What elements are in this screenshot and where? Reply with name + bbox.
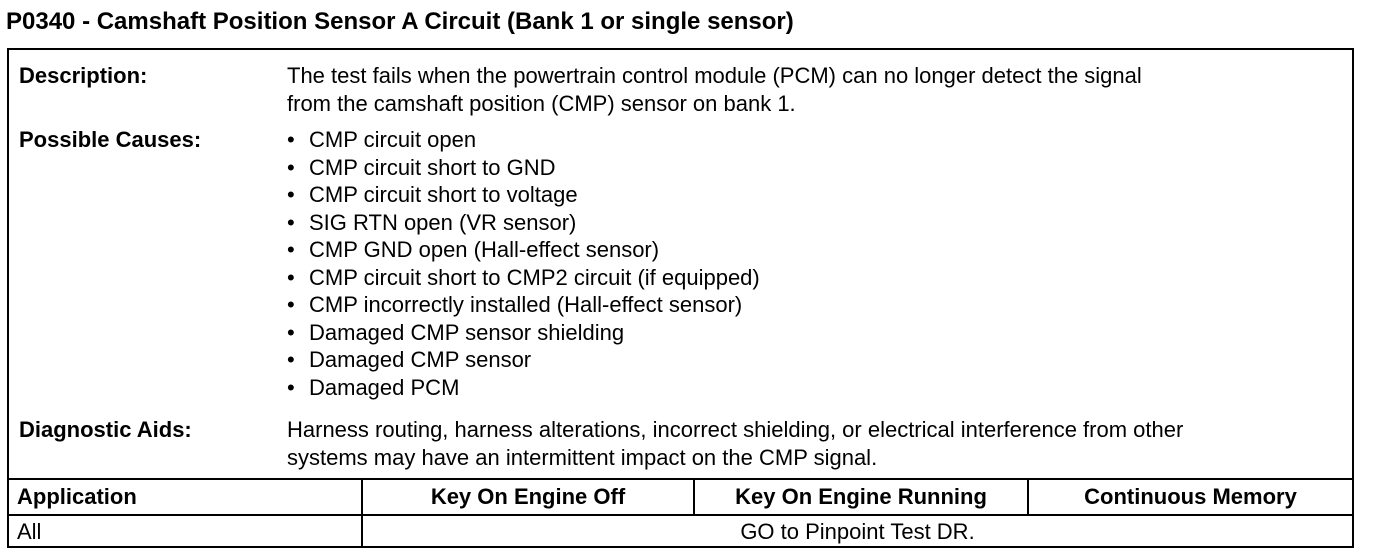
bullet-icon: •: [287, 154, 295, 180]
cause-item: [287, 209, 1332, 237]
dtc-details: [9, 50, 1352, 478]
bullet-icon: •: [287, 347, 295, 372]
cause-text: Damaged CMP sensor: [309, 347, 532, 372]
cause-item: [287, 264, 1332, 292]
description-line: The test fails when the powertrain control module (PCM) can no longer detect the signal: [287, 63, 1142, 88]
column-divider: [693, 480, 695, 514]
cause-item: [287, 126, 1332, 154]
bullet-icon: •: [287, 319, 295, 345]
possible-causes-label: Possible Causes:: [19, 127, 202, 152]
cause-text: CMP circuit short to voltage: [309, 182, 578, 207]
pinpoint-test-cell: GO to Pinpoint Test DR.: [740, 519, 975, 544]
possible-causes-list: [287, 126, 1332, 401]
bullet-icon: •: [287, 374, 295, 400]
cause-text: CMP circuit short to GND: [309, 154, 556, 180]
column-header-application: Application: [17, 484, 137, 509]
column-header-key-on-engine-running: Key On Engine Running: [735, 484, 987, 509]
bullet-icon: •: [287, 127, 295, 152]
bullet-icon: •: [287, 264, 295, 290]
column-divider: [361, 480, 363, 546]
diagnostic-aids-label: Diagnostic Aids:: [19, 417, 192, 442]
column-divider: [1027, 480, 1029, 514]
diagnostic-aids-line: systems may have an intermittent impact on the CMP signal.: [287, 444, 878, 470]
cause-item: [287, 236, 1332, 264]
cause-item: [287, 181, 1332, 209]
cause-text: Damaged CMP sensor shielding: [309, 319, 625, 345]
cause-text: Damaged PCM: [309, 374, 460, 400]
cause-text: SIG RTN open (VR sensor): [309, 209, 577, 235]
description-line: from the camshaft position (CMP) sensor on bank 1.: [287, 90, 796, 116]
description-text: [287, 62, 1332, 117]
cause-item: [287, 154, 1332, 182]
cause-text: CMP circuit short to CMP2 circuit (if equipped): [309, 264, 760, 290]
dtc-info-box: [7, 48, 1354, 548]
diagnostic-aids-line: Harness routing, harness alterations, incorrect shielding, or electrical interference from other: [287, 417, 1184, 442]
cause-item: [287, 319, 1332, 347]
cause-text: CMP GND open (Hall-effect sensor): [309, 237, 660, 262]
bullet-icon: •: [287, 182, 295, 207]
application-cell: All: [17, 519, 42, 544]
cause-text: CMP incorrectly installed (Hall-effect sensor): [309, 292, 743, 317]
description-label: Description:: [19, 63, 148, 88]
cause-item: [287, 374, 1332, 402]
column-header-continuous-memory: Continuous Memory: [1084, 484, 1297, 509]
cause-item: [287, 346, 1332, 374]
test-application-table: [9, 478, 1352, 546]
cause-item: [287, 291, 1332, 319]
bullet-icon: •: [287, 237, 295, 262]
diagnostic-aids-text: [287, 416, 1332, 471]
column-header-key-on-engine-off: Key On Engine Off: [430, 484, 626, 509]
bullet-icon: •: [287, 292, 295, 317]
bullet-icon: •: [287, 209, 295, 235]
document-title: P0340 - Camshaft Position Sensor A Circuit (Bank 1 or single sensor): [6, 8, 794, 35]
cause-text: CMP circuit open: [309, 127, 477, 152]
